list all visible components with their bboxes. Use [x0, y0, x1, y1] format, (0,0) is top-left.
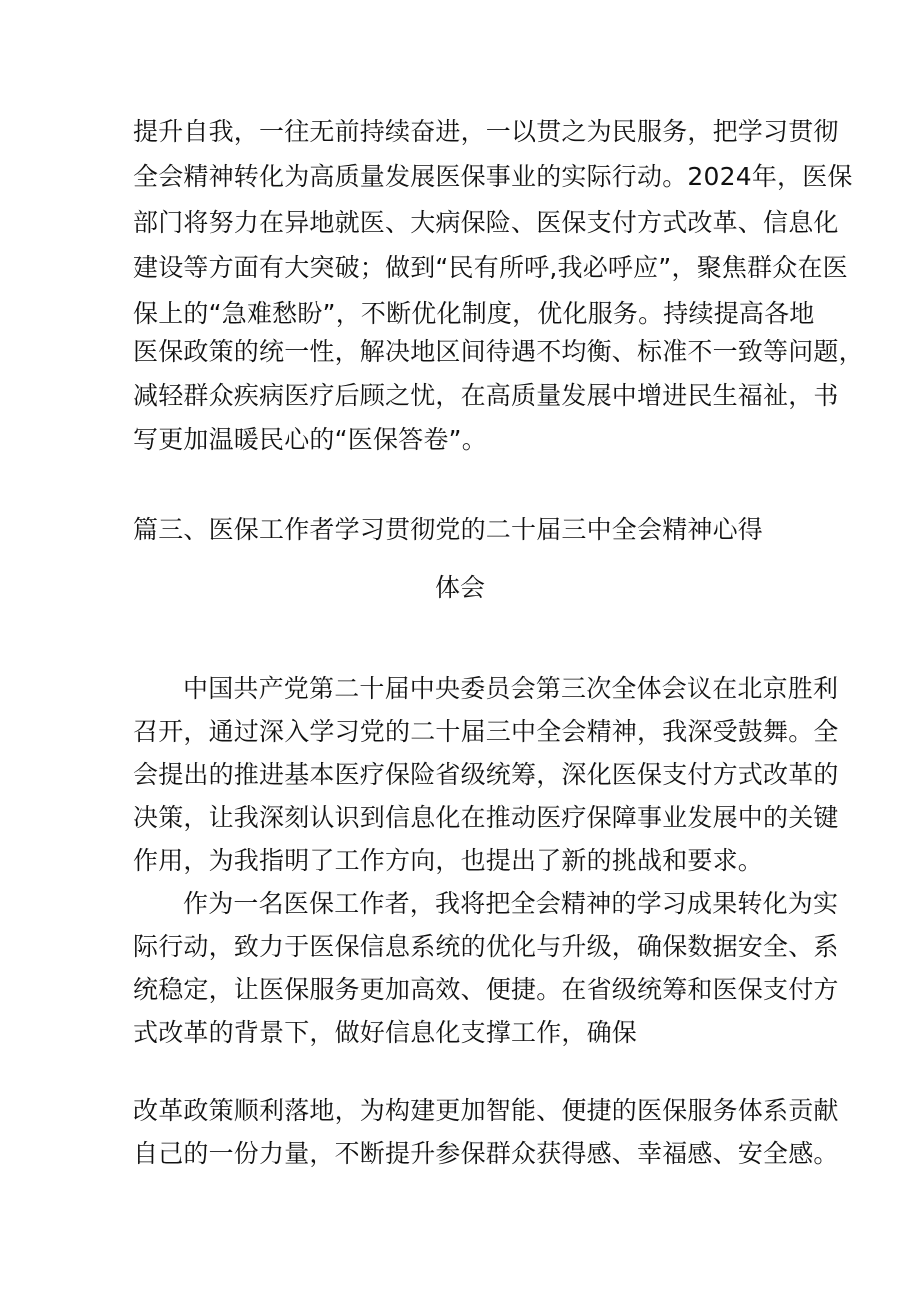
text-line: 际行动，致力于医保信息系统的优化与升级，确保数据安全、系 — [133, 932, 839, 961]
text-line: 中国共产党第二十届中央委员会第三次全体会议在北京胜利 — [183, 674, 839, 703]
text-line: 保上的“急难愁盼”，不断优化制度，优化服务。持续提高各地 — [133, 299, 815, 328]
text-line: 全会精神转化为高质量发展医保事业的实际行动。2024年，医保 — [133, 162, 853, 191]
text-line: 减轻群众疾病医疗后顾之忧，在高质量发展中增进民生福祉，书 — [133, 381, 839, 410]
text-line: 统稳定，让医保服务更加高效、便捷。在省级统筹和医保支付方 — [133, 975, 839, 1004]
text-line: 作为一名医保工作者，我将把全会精神的学习成果转化为实 — [183, 889, 839, 918]
text-line: 提升自我，一往无前持续奋进，一以贯之为民服务，把学习贯彻 — [133, 117, 839, 146]
text-line: 改革政策顺利落地，为构建更加智能、便捷的医保服务体系贡献 — [133, 1096, 839, 1125]
text-line: 作用，为我指明了工作方向，也提出了新的挑战和要求。 — [133, 846, 764, 875]
text-line: 医保政策的统一性，解决地区间待遇不均衡、标准不一致等问题， — [133, 337, 864, 366]
text-line: 式改革的背景下，做好信息化支撑工作，确保 — [133, 1018, 638, 1047]
text-line: 写更加温暖民心的“医保答卷”。 — [133, 425, 487, 454]
text-line: 召开，通过深入学习党的二十届三中全会精神，我深受鼓舞。全 — [133, 717, 839, 746]
section-heading-continuation: 体会 — [434, 573, 485, 602]
section-heading: 篇三、医保工作者学习贯彻党的二十届三中全会精神心得 — [133, 515, 764, 544]
text-line: 部门将努力在异地就医、大病保险、医保支付方式改革、信息化 — [133, 208, 839, 237]
text-line: 会提出的推进基本医疗保险省级统筹，深化医保支付方式改革的 — [133, 760, 839, 789]
text-line: 建设等方面有大突破；做到“民有所呼,我必呼应”，聚焦群众在医 — [133, 253, 848, 282]
text-line: 决策，让我深刻认识到信息化在推动医疗保障事业发展中的关键 — [133, 803, 839, 832]
text-line: 自己的一份力量，不断提升参保群众获得感、幸福感、安全感。 — [133, 1139, 839, 1168]
